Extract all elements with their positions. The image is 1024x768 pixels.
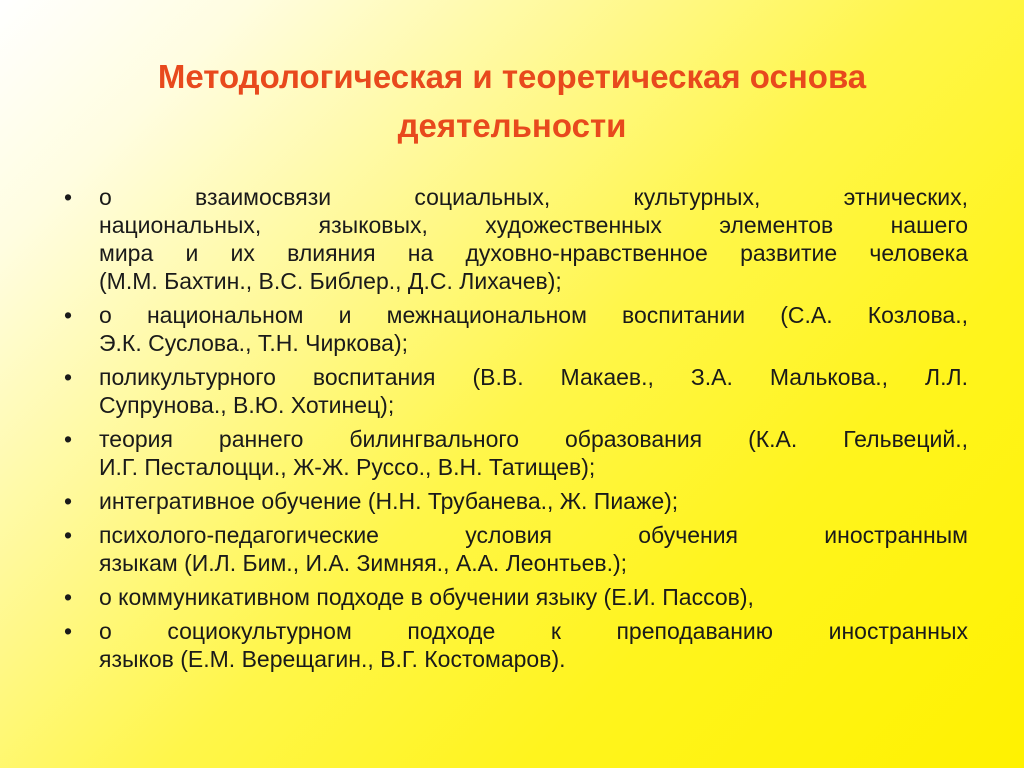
bullet-item-4-line-2: И.Г. Песталоцци., Ж-Ж. Руссо., В.Н. Татищев); (99, 454, 596, 480)
bullet-item-6-line-1: психолого-педагогические условия обучения иностранным (99, 522, 968, 548)
bullet-item-7 (58, 583, 968, 611)
bullet-item-4 (58, 425, 968, 481)
slide-title-line-2: деятельности (397, 107, 627, 144)
bullet-item-3-line-1: поликультурного воспитания (В.В. Макаев., З.А. Малькова., Л.Л. (99, 364, 968, 390)
bullet-item-8 (58, 617, 968, 673)
bullet-icon: • (63, 618, 73, 644)
bullet-item-2 (58, 301, 968, 357)
bullet-item-6 (58, 521, 968, 577)
bullet-icon: • (63, 426, 73, 452)
bullet-item-7-line-1: о коммуникативном подходе в обучении языку (Е.И. Пассов), (99, 584, 754, 610)
bullet-item-3 (58, 363, 968, 419)
bullet-item-8-line-2: языков (Е.М. Верещагин., В.Г. Костомаров). (99, 646, 566, 672)
bullet-item-5 (58, 487, 968, 515)
bullet-list (58, 183, 968, 679)
bullet-icon: • (63, 522, 73, 548)
bullet-icon: • (63, 184, 73, 210)
bullet-icon: • (63, 584, 73, 610)
slide-title (40, 52, 984, 150)
bullet-item-1-line-2: национальных, языковых, художественных элементов нашего (99, 212, 968, 238)
bullet-item-2-line-1: о национальном и межнациональном воспитании (С.А. Козлова., (99, 302, 968, 328)
bullet-icon: • (63, 488, 73, 514)
bullet-item-1-line-1: о взаимосвязи социальных, культурных, этнических, (99, 184, 968, 210)
bullet-item-8-line-1: о социокультурном подходе к преподаванию иностранных (99, 618, 968, 644)
bullet-item-6-line-2: языкам (И.Л. Бим., И.А. Зимняя., А.А. Леонтьев.); (99, 550, 628, 576)
bullet-icon: • (63, 302, 73, 328)
bullet-item-1-line-3: мира и их влияния на духовно-нравственное развитие человека (99, 240, 968, 266)
bullet-item-2-line-2: Э.К. Суслова., Т.Н. Чиркова); (99, 330, 409, 356)
bullet-icon: • (63, 364, 73, 390)
slide-title-line-1: Методологическая и теоретическая основа (157, 58, 867, 95)
bullet-item-4-line-1: теория раннего билингвального образования (К.А. Гельвеций., (99, 426, 968, 452)
bullet-item-1-line-4: (М.М. Бахтин., В.С. Библер., Д.С. Лихачев); (99, 268, 562, 294)
bullet-item-1 (58, 183, 968, 295)
bullet-item-3-line-2: Супрунова., В.Ю. Хотинец); (99, 392, 395, 418)
bullet-item-5-line-1: интегративное обучение (Н.Н. Трубанева., Ж. Пиаже); (99, 488, 679, 514)
